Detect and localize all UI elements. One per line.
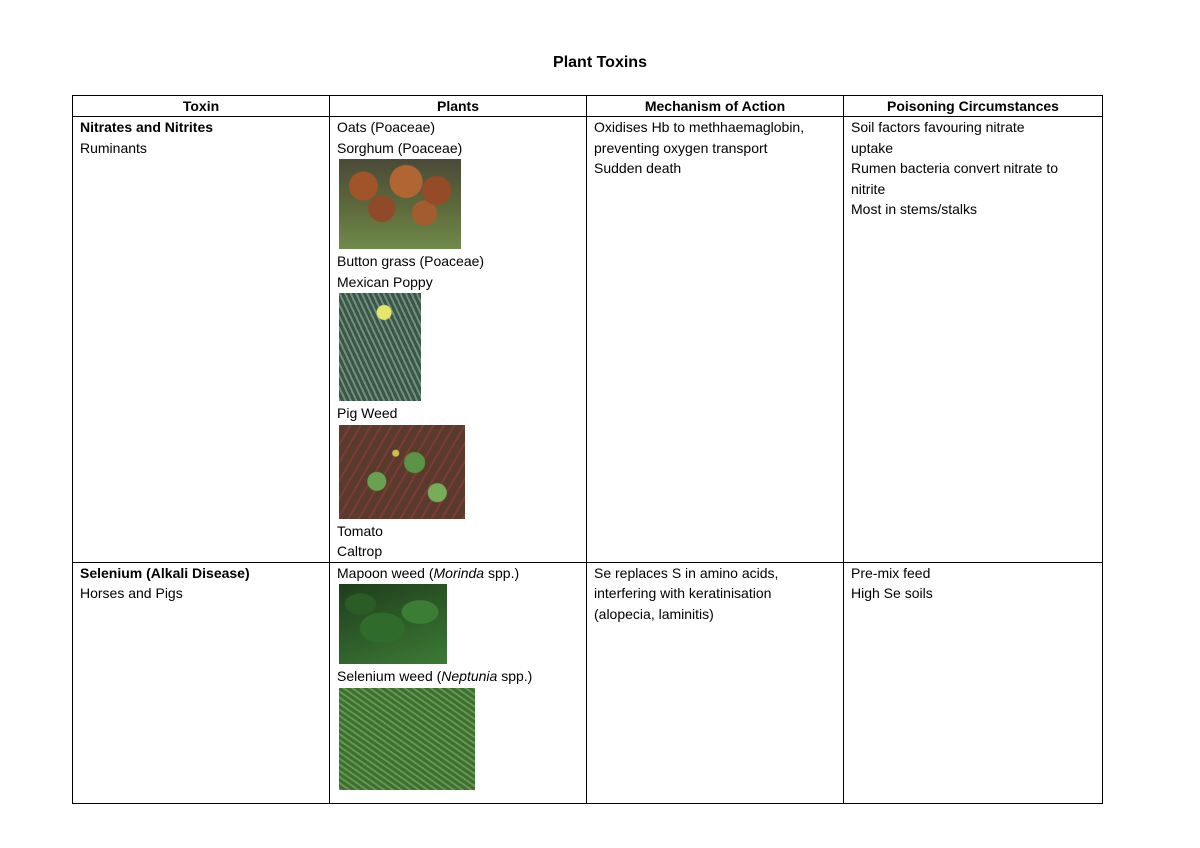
circumstance-line: Soil factors favouring nitrate [851,119,1025,135]
mexican-poppy-photo [339,293,421,401]
table-header-row [73,96,1103,117]
genus-italic: Neptunia [441,668,498,684]
plant-name: Caltrop [337,543,383,559]
plant-name-prefix: Selenium weed ( [337,668,442,684]
selenium-weed-photo [339,688,475,790]
page-title: Plant Toxins [553,54,647,71]
mechanism-line: Oxidises Hb to methhaemaglobin, [594,119,805,135]
mechanism-cell [587,117,844,563]
circumstance-line: uptake [851,139,894,156]
circumstance-line: Most in stems/stalks [851,201,978,217]
pig-weed-photo [339,425,465,519]
circumstance-line: High Se soils [851,585,933,601]
header-plants: Plants [330,96,587,117]
plants-cell [330,562,587,804]
mechanism-line: preventing oxygen transport [594,139,768,156]
toxin-name: Selenium (Alkali Disease) [80,564,250,581]
mechanism-line: interfering with keratinisation [594,585,772,601]
circumstances-cell [844,562,1103,804]
sorghum-photo [339,159,461,249]
circumstance-line: Pre-mix feed [851,564,931,581]
plant-name: Tomato [337,522,383,539]
header-mechanism: Mechanism of Action [587,96,844,117]
plant-name-suffix: spp.) [497,668,533,684]
plant-name [337,666,579,687]
affected-species: Ruminants [80,139,147,156]
header-circumstances: Poisoning Circumstances [844,96,1103,117]
plant-name: Pig Weed [337,405,398,421]
plant-name-suffix: spp.) [484,564,520,581]
table-row [73,117,1103,563]
mechanism-cell [587,562,844,804]
table-row [73,562,1103,804]
circumstances-cell [844,117,1103,563]
genus-italic: Morinda [433,564,485,581]
plant-name [337,563,579,584]
affected-species: Horses and Pigs [80,585,183,601]
plants-cell [330,117,587,563]
toxin-cell [73,117,330,563]
circumstance-line: Rumen bacteria convert nitrate to [851,160,1058,176]
plant-name-prefix: Mapoon weed ( [337,564,434,581]
plant-name: Button grass (Poaceae) [337,253,485,269]
mechanism-line: (alopecia, laminitis) [594,605,714,622]
plant-name: Mexican Poppy [337,273,433,290]
mechanism-line: Sudden death [594,160,682,176]
plant-name: Sorghum (Poaceae) [337,139,463,156]
toxin-cell [73,562,330,804]
header-toxin: Toxin [73,96,330,117]
circumstance-line: nitrite [851,180,886,197]
plant-toxins-table [72,95,1103,804]
plant-name: Oats (Poaceae) [337,119,436,135]
mapoon-weed-photo [339,584,447,664]
toxin-name: Nitrates and Nitrites [80,119,214,135]
mechanism-line: Se replaces S in amino acids, [594,564,779,581]
